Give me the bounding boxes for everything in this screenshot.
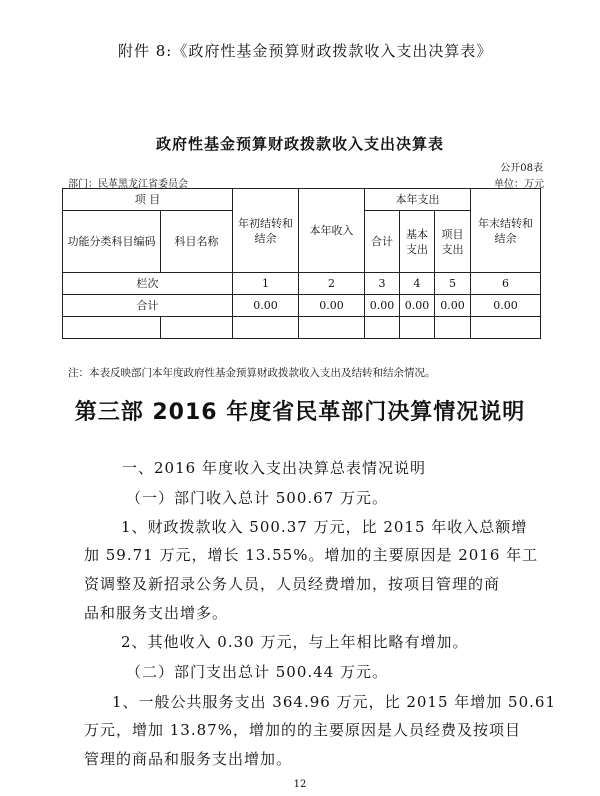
total-value: 0.00: [299, 295, 365, 317]
form-number: 公开08表: [500, 163, 543, 174]
paragraph-other-income: 2、其他收入 0.30 万元，与上年相比略有增加。: [121, 633, 469, 651]
paragraph-line: 1、财政拨款收入 500.37 万元，比 2015 年收入总额增: [121, 518, 528, 536]
budget-table: [62, 188, 541, 339]
empty-row: [63, 317, 541, 339]
table-title: 政府性基金预算财政拨款收入支出决算表: [155, 135, 444, 153]
total-value: 0.00: [400, 295, 435, 317]
total-value: 0.00: [365, 295, 400, 317]
table-note: 注：本表反映部门本年度政府性基金预算财政拨款收入支出及结转和结余情况。: [68, 367, 436, 379]
heading-1: 一、2016 年度收入支出决算总表情况说明: [122, 459, 426, 477]
paragraph-expense-total: （二）部门支出总计 500.44 万元。: [126, 663, 389, 681]
header-item: 项 目: [63, 189, 233, 211]
department-label: 部门：民革黑龙江省委员会: [68, 179, 188, 190]
header-begin-balance: 年初结转和结余: [233, 189, 299, 273]
header-project-expense: 项目支出: [435, 211, 471, 273]
total-value: 0.00: [471, 295, 541, 317]
header-func-code: 功能分类科目编码: [63, 211, 161, 273]
row-lanci-label: 栏次: [63, 273, 233, 295]
paragraph-line: 管理的商品和服务支出增加。: [84, 750, 293, 768]
attachment-title: 附件 8:《政府性基金预算财政拨款收入支出决算表》: [118, 42, 493, 60]
header-basic-expense: 基本支出: [400, 211, 435, 273]
col-num: 4: [400, 273, 435, 295]
header-end-balance: 年末结转和结余: [471, 189, 541, 273]
unit-label: 单位：万元: [494, 179, 544, 190]
col-num: 5: [435, 273, 471, 295]
page-number: 12: [293, 779, 307, 790]
col-num: 2: [299, 273, 365, 295]
header-current-expense: 本年支出: [365, 189, 471, 211]
paragraph-line: 资调整及新招录公务人员，人员经费增加，按项目管理的商: [84, 575, 501, 593]
paragraph-line: 1、一般公共服务支出 364.96 万元，比 2015 年增加 50.61: [112, 693, 556, 711]
header-income: 本年收入: [299, 189, 365, 273]
paragraph-line: 万元，增加 13.87%，增加的的主要原因是人员经费及按项目: [84, 721, 521, 739]
total-value: 0.00: [233, 295, 299, 317]
header-subject-name: 科目名称: [161, 211, 233, 273]
paragraph-income-total: （一）部门收入总计 500.67 万元。: [126, 489, 389, 507]
paragraph-line: 加 59.71 万元，增长 13.55%。增加的主要原因是 2016 年工: [84, 546, 539, 564]
total-value: 0.00: [435, 295, 471, 317]
col-num: 3: [365, 273, 400, 295]
section-title: 第三部 2016 年度省民革部门决算情况说明: [74, 400, 526, 425]
col-num: 1: [233, 273, 299, 295]
col-num: 6: [471, 273, 541, 295]
row-total-label: 合计: [63, 295, 233, 317]
header-total: 合计: [365, 211, 400, 273]
paragraph-line: 品和服务支出增多。: [84, 604, 229, 622]
